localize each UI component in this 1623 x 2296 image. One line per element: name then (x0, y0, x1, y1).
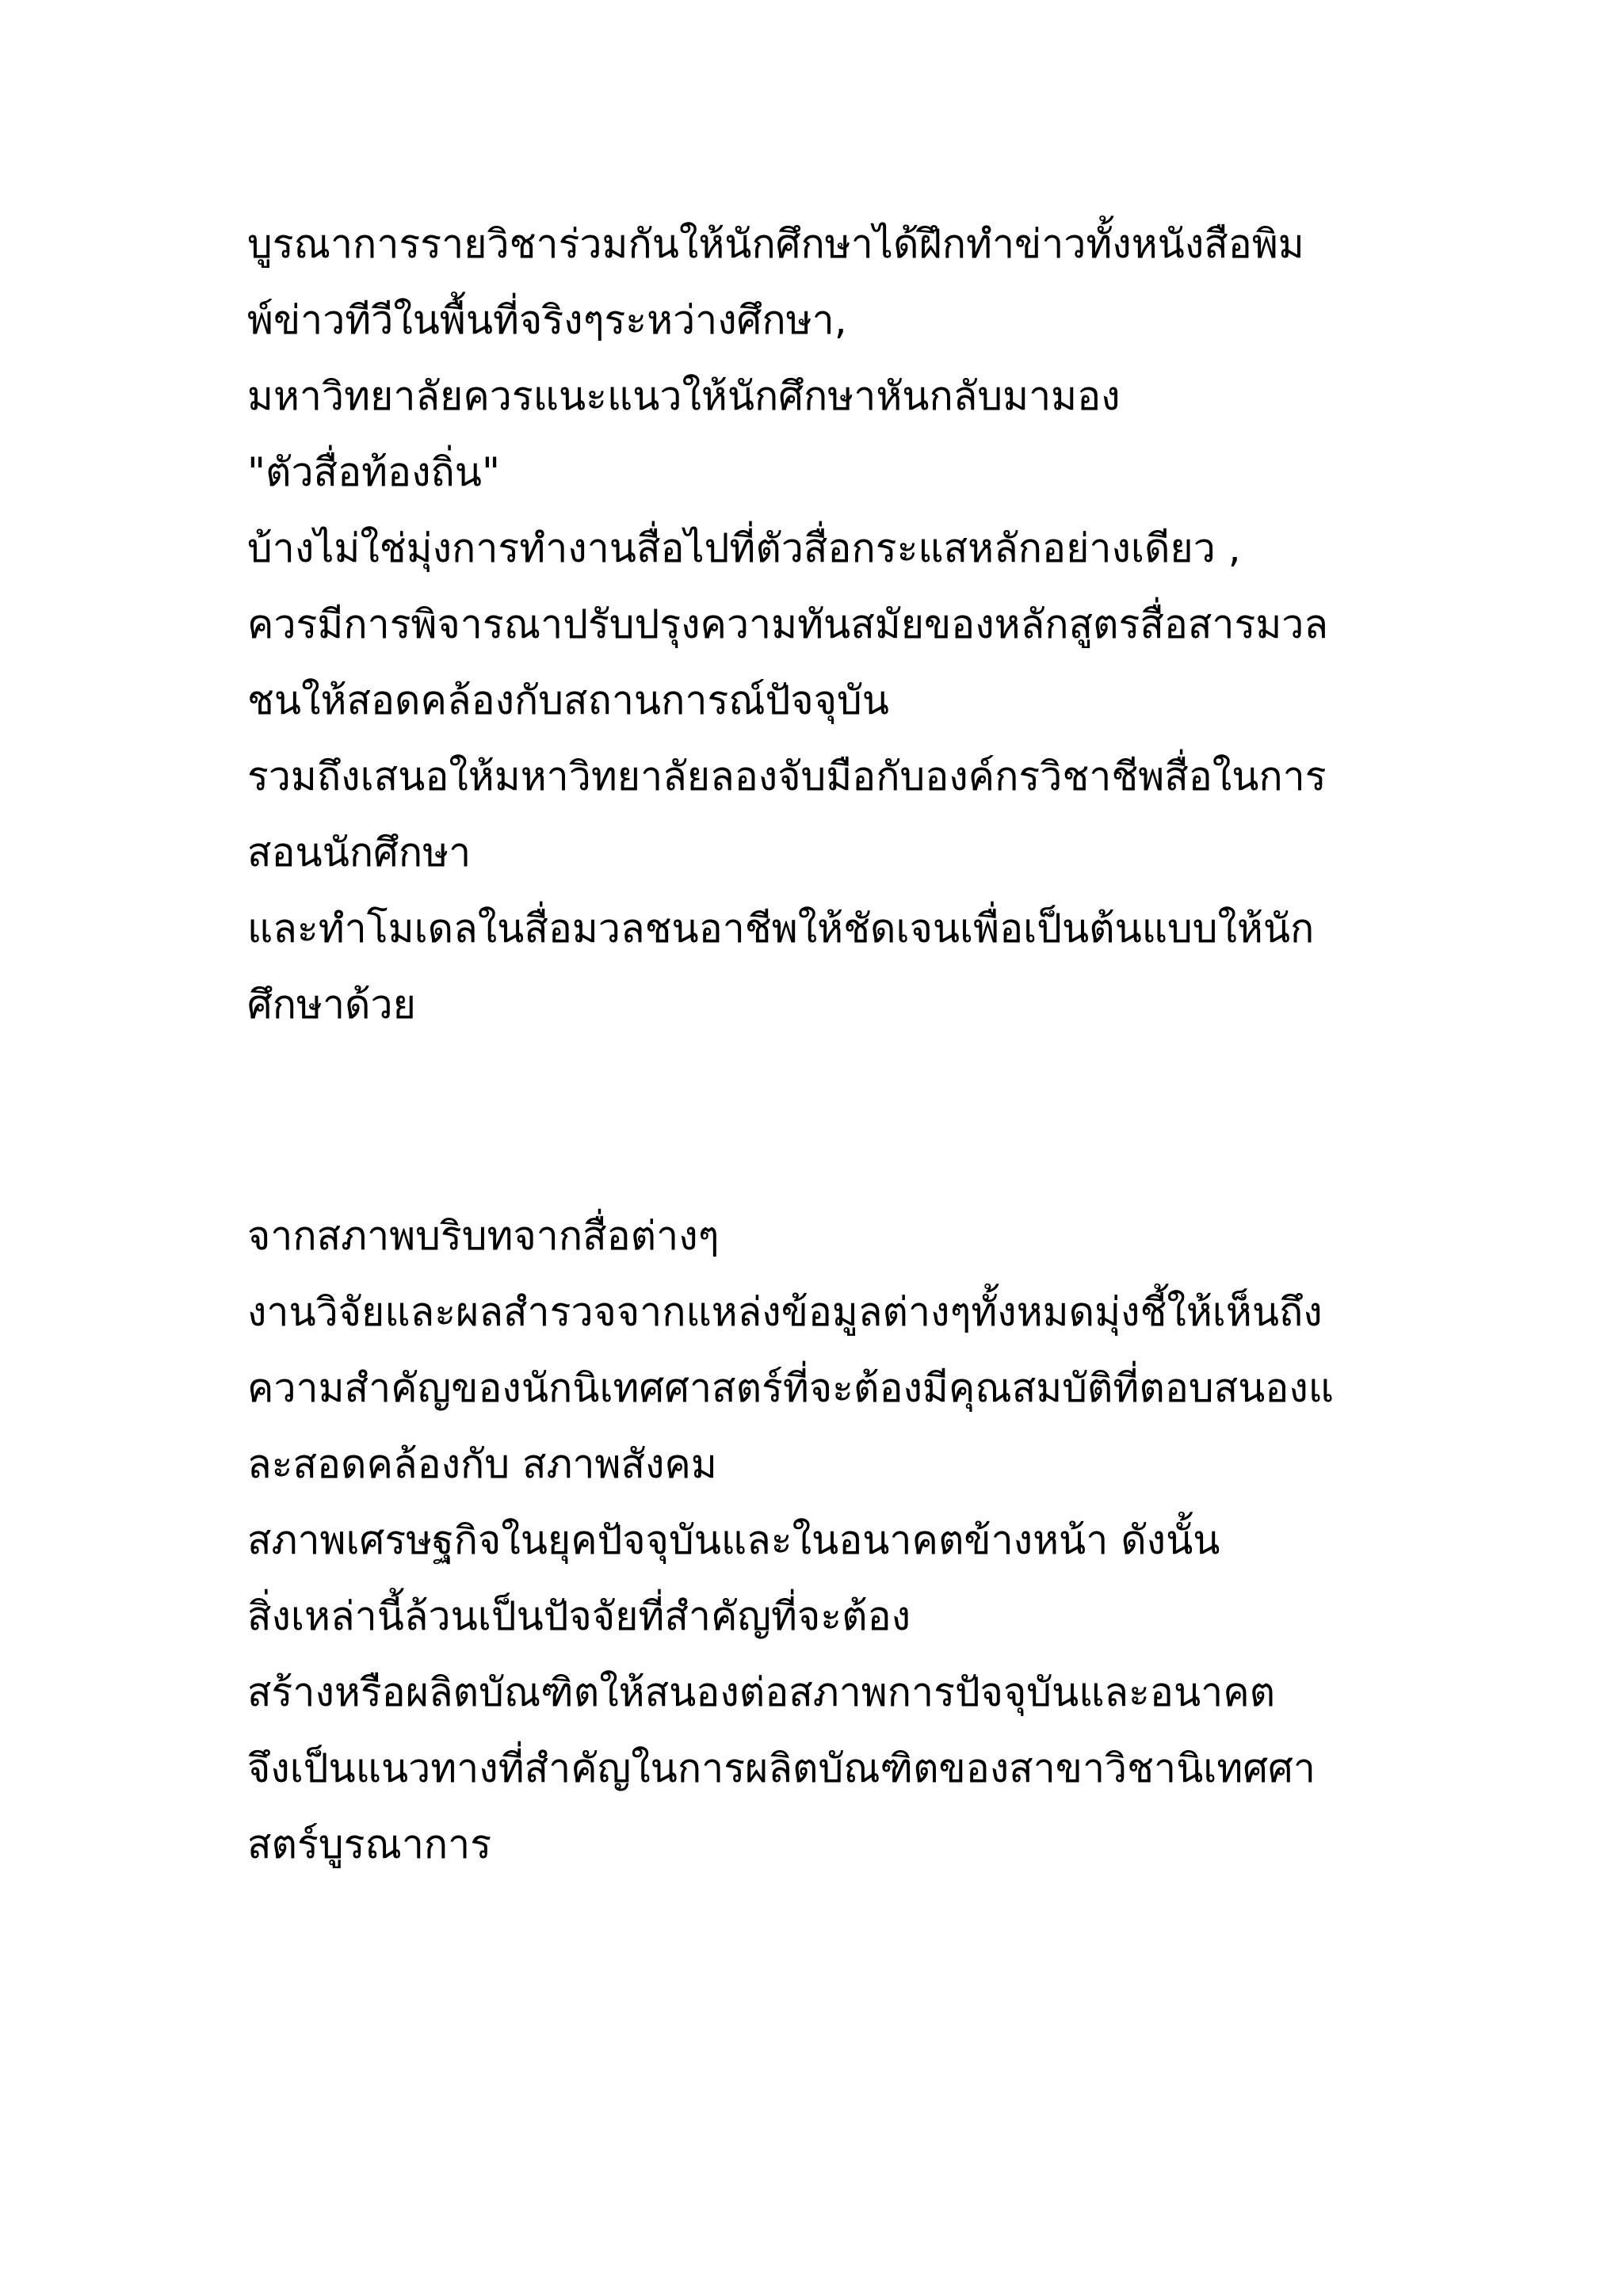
paragraph-1-line-2: พ์ข่าวทีวีในพื้นที่จริงๆระหว่างศึกษา, (247, 297, 847, 343)
paragraph-1 (247, 206, 1404, 1043)
paragraph-2-line-8: จึงเป็นแนวทางที่สำคัญในการผลิตบัณฑิตของสาขาวิชานิเทศศา (247, 1745, 1316, 1791)
paragraph-1-line-11: ศึกษาด้วย (247, 982, 416, 1028)
paragraph-2-line-7: สร้างหรือผลิตบัณฑิตให้สนองต่อสภาพการปัจจุบันและอนาคต (247, 1669, 1276, 1715)
paragraph-1-line-3: มหาวิทยาลัยควรแนะแนวให้นักศึกษาหันกลับมามอง (247, 373, 1121, 419)
paragraph-1-line-7: ชนให้สอดคล้องกับสถานการณ์ปัจจุบัน (247, 677, 889, 723)
paragraph-2-line-9: สตร์บูรณาการ (247, 1821, 492, 1867)
paragraph-2-line-4: ละสอดคล้องกับ สภาพสังคม (247, 1441, 717, 1487)
paragraph-2-line-5: สภาพเศรษฐกิจในยุคปัจจุบันและในอนาคตข้างหน้า ดังนั้น (247, 1517, 1220, 1563)
paragraph-1-line-5: บ้างไม่ใช่มุ่งการทำงานสื่อไปที่ตัวสื่อกระแสหลักอย่างเดียว , (247, 525, 1241, 571)
paragraph-2-line-6: สิ่งเหล่านี้ล้วนเป็นปัจจัยที่สำคัญที่จะต้อง (247, 1593, 911, 1639)
paragraph-2 (247, 1198, 1404, 1882)
paragraph-2-line-3: ความสำคัญของนักนิเทศศาสตร์ที่จะต้องมีคุณสมบัติที่ตอบสนองแ (247, 1365, 1334, 1411)
paragraph-1-line-9: สอนนักศึกษา (247, 830, 472, 875)
paragraph-1-line-8: รวมถึงเสนอให้มหาวิทยาลัยลองจับมือกับองค์กรวิชาชีพสื่อในการ (247, 753, 1327, 799)
paragraph-1-line-1: บูรณาการรายวิชาร่วมกันให้นักศึกษาได้ฝึกทำข่าวทั้งหนังสือพิม (247, 221, 1304, 267)
paragraph-2-line-2: งานวิจัยและผลสำรวจจากแหล่งข้อมูลต่างๆทั้งหมดมุ่งชี้ให้เห็นถึง (247, 1289, 1323, 1335)
paragraph-1-line-6: ควรมีการพิจารณาปรับปรุงความทันสมัยของหลักสูตรสื่อสารมวล (247, 601, 1329, 647)
paragraph-1-line-4: "ตัวสื่อท้องถิ่น" (247, 449, 500, 495)
paragraph-2-line-1: จากสภาพบริบทจากสื่อต่างๆ (247, 1213, 720, 1259)
paragraph-1-line-10: และทำโมเดลในสื่อมวลชนอาชีพให้ชัดเจนเพื่อเป็นต้นแบบให้นัก (247, 906, 1315, 952)
